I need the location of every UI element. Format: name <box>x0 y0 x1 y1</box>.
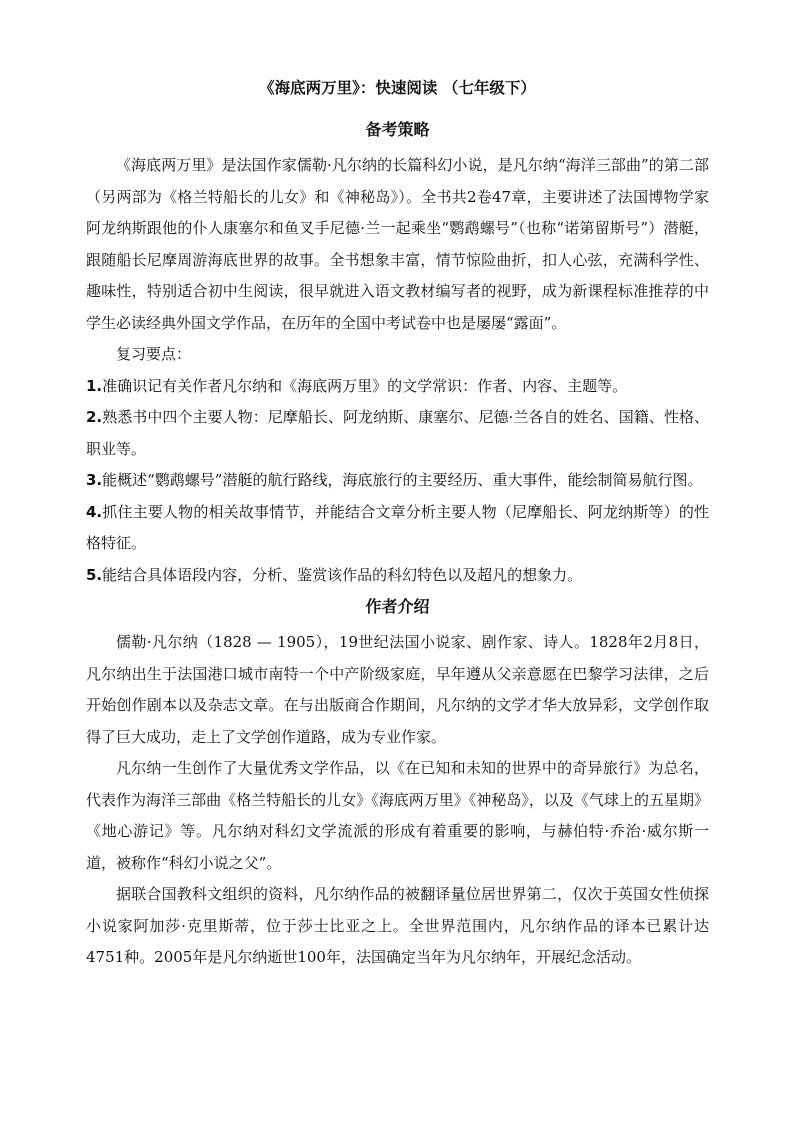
review-point-number: 5. <box>86 565 103 584</box>
author-heading: 作者介绍 <box>365 597 430 616</box>
review-point-text: 熟悉书中四个主要人物：尼摩船长、阿龙纳斯、康塞尔、尼德·兰各自的姓名、国籍、性格、职业等。 <box>86 408 709 458</box>
review-point-item <box>86 560 709 592</box>
review-points-label: 复习要点： <box>116 345 192 363</box>
review-point-item <box>86 465 709 497</box>
review-point-number: 2. <box>86 408 103 426</box>
strategy-heading: 备考策略 <box>365 120 430 139</box>
document-title: 《海底两万里》：快速阅读 （七年级下） <box>259 79 536 97</box>
review-point-text: 能结合具体语段内容，分析、鉴赏该作品的科幻特色以及超凡的想象力。 <box>102 565 583 584</box>
author-paragraph: 凡尔纳一生创作了大量优秀文学作品，以《在已知和未知的世界中的奇异旅行》为总名，代表作为海洋三部曲《格兰特船长的儿女》《海底两万里》《神秘岛》，以及《气球上的五星期》《地心游记》等。凡尔纳对科幻文学流派的形成有着重要的影响，与赫伯特·乔治·威尔斯一道，被称作“科幻小说之父”。 <box>86 759 709 872</box>
author-paragraph: 据联合国教科文组织的资料，凡尔纳作品的被翻译量位居世界第二，仅次于英国女性侦探小说家阿加莎·克里斯蒂，位于莎士比亚之上。全世界范围内，凡尔纳作品的译本已累计达4751种。2005年是凡尔纳逝世100年，法国确定当年为凡尔纳年，开展纪念活动。 <box>86 885 709 966</box>
review-point-text: 能概述“鹦鹉螺号”潜艇的航行路线，海底旅行的主要经历、重大事件，能绘制简易航行图。 <box>102 471 703 489</box>
review-point-text: 抓住主要人物的相关故事情节，并能结合文章分析主要人物（尼摩船长、阿龙纳斯等）的性格特征。 <box>86 502 709 552</box>
strategy-intro-paragraph: 《海底两万里》是法国作家儒勒·凡尔纳的长篇科幻小说，是凡尔纳“海洋三部曲”的第二部（另两部为《格兰特船长的儿女》和《神秘岛》）。全书共2卷47章，主要讲述了法国博物学家阿龙纳斯跟他的仆人康塞尔和鱼叉手尼德·兰一起乘坐“鹦鹉螺号”（也称“诺第留斯号”）潜艇，跟随船长尼摩周游海底世界的故事。全书想象丰富，情节惊险曲折，扣人心弦，充满科学性、趣味性，特别适合初中生阅读，很早就进入语文教材编写者的视野，成为新课程标准推荐的中学生必读经典外国文学作品，在历年的全国中考试卷中也是屡屡“露面”。 <box>86 156 709 332</box>
review-point-item <box>86 371 709 403</box>
review-point-number: 3. <box>86 471 103 489</box>
review-point-text: 准确识记有关作者凡尔纳和《海底两万里》的文学常识：作者、内容、主题等。 <box>102 376 628 395</box>
review-point-number: 1. <box>86 376 103 395</box>
review-point-item <box>86 497 709 560</box>
author-paragraph: 儒勒·凡尔纳（1828 — 1905），19世纪法国小说家、剧作家、诗人。1828年2月8日，凡尔纳出生于法国港口城市南特一个中产阶级家庭，早年遵从父亲意愿在巴黎学习法律，之后开始创作剧本以及杂志文章。在与出版商合作期间，凡尔纳的文学才华大放异彩，文学创作取得了巨大成功，走上了文学创作道路，成为专业作家。 <box>86 633 709 746</box>
review-point-item <box>86 402 709 465</box>
review-point-number: 4. <box>86 502 103 521</box>
author-section <box>86 595 709 974</box>
strategy-section <box>86 118 709 591</box>
